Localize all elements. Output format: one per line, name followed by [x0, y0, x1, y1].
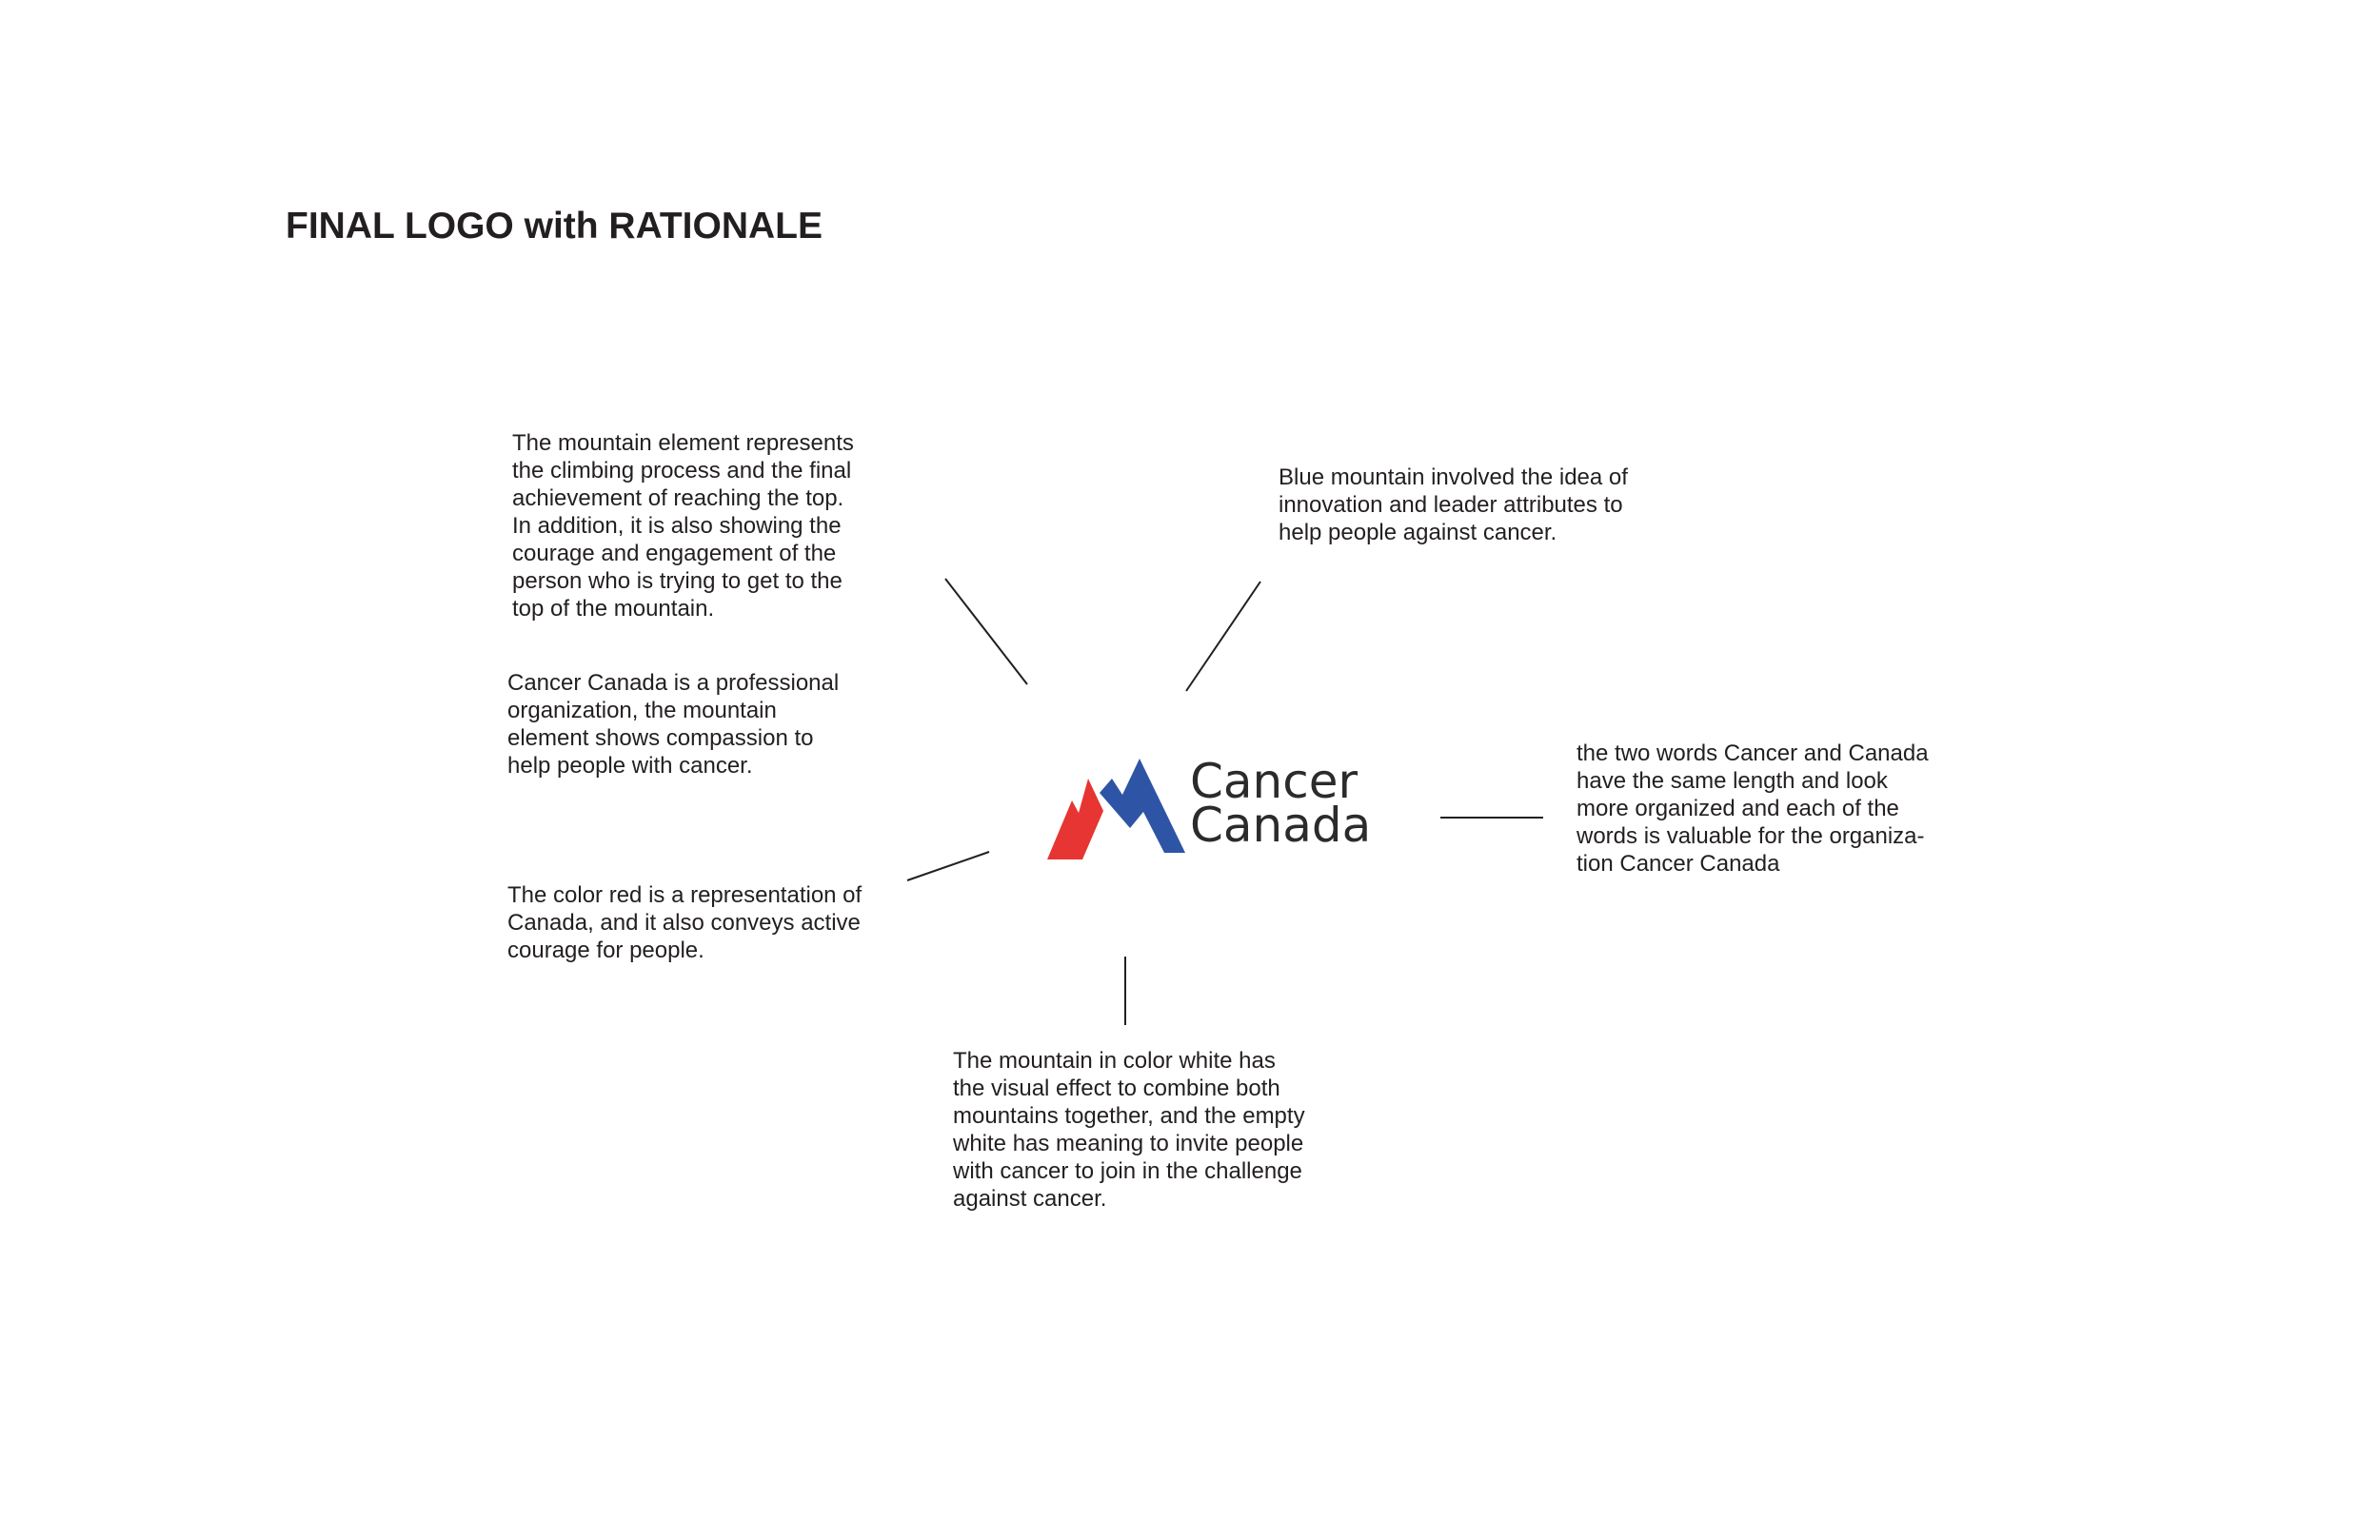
logo-mark [1047, 759, 1185, 859]
rationale-white-mountain: The mountain in color white has the visual effect to combine both mountains together, and the empty white has meaning to invite people with cancer to join in the challenge against cancer. [953, 1048, 1305, 1212]
rationale-mountain-element: The mountain element represents the climbing process and the final achievement of reaching the top. In addition, it is also showing the courage and engagement of the person who is trying to get to the top of the mountain. [512, 430, 854, 622]
logo-word-canada: Canada [1190, 798, 1372, 853]
page-title: FINAL LOGO with RATIONALE [286, 206, 823, 247]
connector-line-mountain [945, 579, 1027, 684]
blue-mountain [1100, 759, 1185, 853]
logo-wordmark [1190, 754, 1372, 853]
red-mountain [1047, 779, 1103, 859]
logo-word-cancer: Cancer [1190, 754, 1359, 809]
connector-line-red [907, 852, 989, 880]
connector-line-blue [1186, 582, 1260, 691]
rationale-blue-mountain: Blue mountain involved the idea of innovation and leader attributes to help people against cancer. [1279, 464, 1628, 545]
rationale-two-words: the two words Cancer and Canada have the same length and look more organized and each of the words is valuable for the organiza- tion Cancer Canada [1577, 740, 1929, 877]
rationale-red-color: The color red is a representation of Canada, and it also conveys active courage for people. [507, 882, 863, 963]
rationale-professional-organization: Cancer Canada is a professional organization, the mountain element shows compassion to help people with cancer. [507, 670, 840, 779]
